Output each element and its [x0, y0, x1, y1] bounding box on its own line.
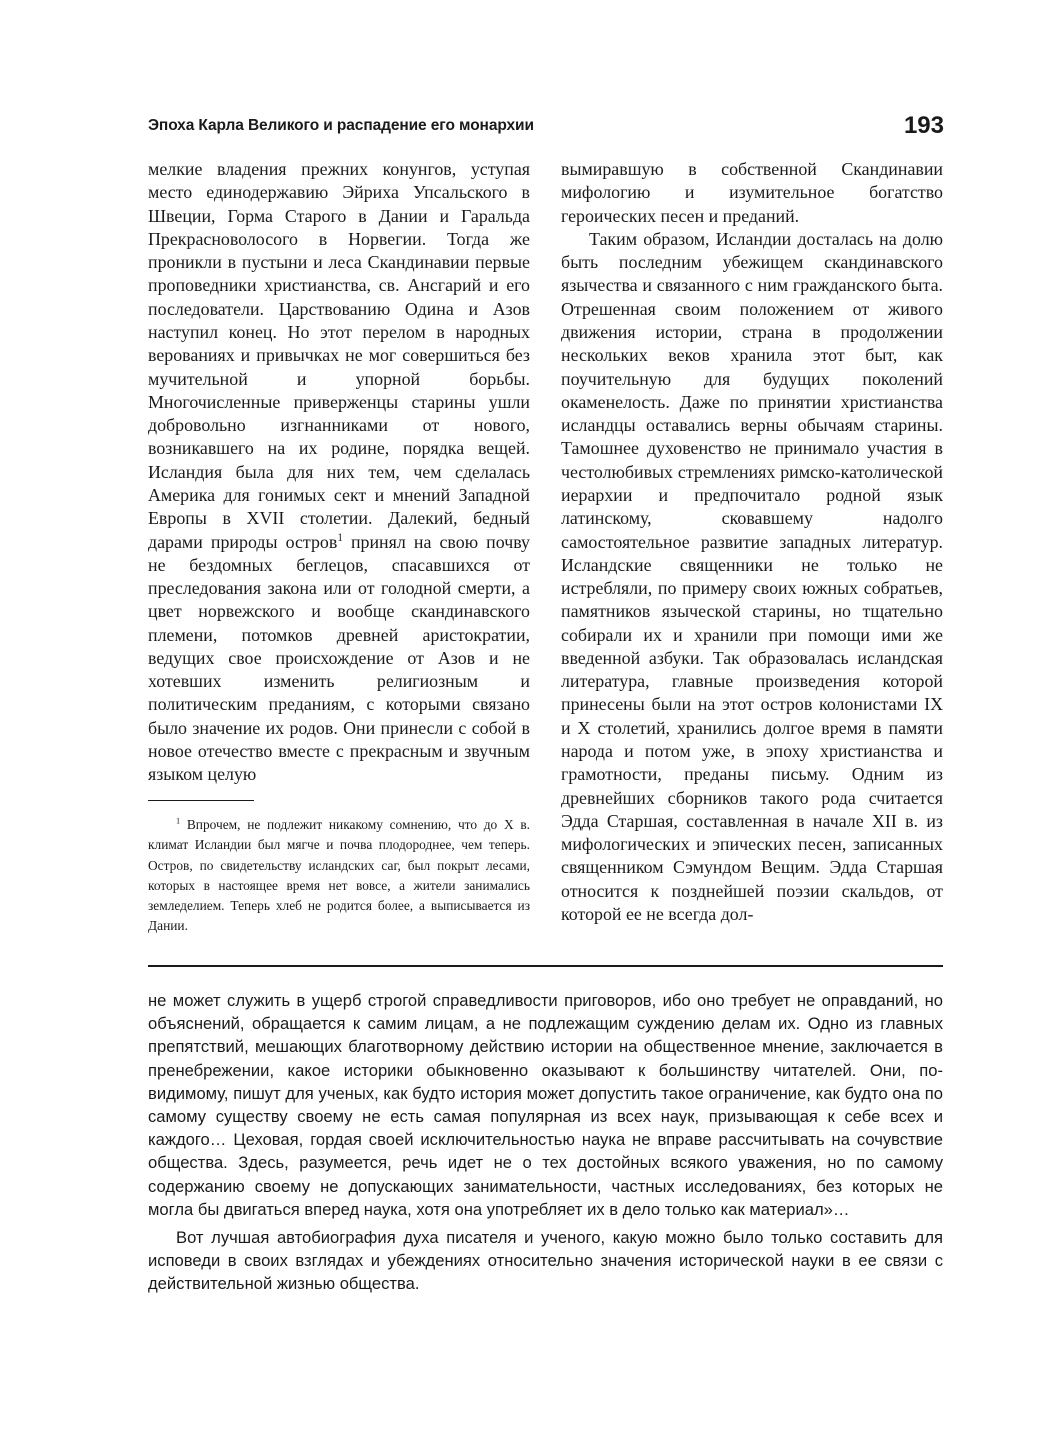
bottom-text-block: [148, 989, 943, 1296]
footnote-reference: 1: [337, 531, 343, 544]
left-column: [148, 158, 530, 787]
footnote-text: Впрочем, не подлежит никакому сомнению, что до X в. климат Исландии был мягче и почва плодороднее, чем теперь. Остров, по свидетельству исландских саг, был покрыт лесами, которых в настоящее время нет вовсе, а жители занимались земледелием. Теперь хлеб не родится более, а выписывается из Дании.: [148, 817, 530, 934]
section-divider: [148, 965, 943, 967]
right-column-paragraph-2: Таким образом, Исландии досталась на долю быть последним убежищем скандинавского язычества и связанного с ним гражданского быта. Отрешенная своим положением от живого движения истории, страна в продолжении нескольких веков хранила этот быт, как поучительную для будущих поколений окаменелость. Даже по принятии христианства исландцы оставались верны обычаям старины. Тамошнее духовенство не принимало участия в честолюбивых стремлениях римско-католической иерархии и предпочитало родной язык латинскому, сковавшему надолго самостоятельное развитие западных литератур. Исландские священники не только не истребляли, по примеру своих южных собратьев, памятников языческой старины, но тщательно собирали их и хранили при помощи ими же введенной азбуки. Так образовалась исландская литература, главные произведения которой принесены были на этот остров колонистами IX и X столетий, хранились долгое время в памяти народа и потом уже, в эпоху христианства и грамотности, преданы письму. Одним из древнейших сборников такого рода считается Эдда Старшая, составленная в начале XII в. из мифологических и эпических песен, записанных священником Сэмундом Вещим. Эдда Старшая относится к позднейшей поэзии скальдов, от которой ее не всегда дол-: [561, 228, 943, 924]
right-column: [561, 158, 943, 926]
footnote: [148, 815, 530, 937]
left-text-after-note: принял на свою почву не бездомных беглецов, спасавшихся от преследования закона или от голодной смерти, а цвет норвежского и вообще скандинавского племени, потомков древней аристократии, ведущих свое происхождение от Азов и не хотевших изменить религиозным и политическим преданиям, с которыми связано было значение их родов. Они принесли с собой в новое отечество вместе с прекрасным и звучным языком целую: [148, 531, 530, 785]
left-text-before-note: мелкие владения прежних конунгов, уступая место единодержавию Эйриха Упсальского в Швеции, Горма Старого в Дании и Гаральда Прекрасноволосого в Норвегии. Тогда же проникли в пустыни и леса Скандинавии первые проповедники христианства, св. Ансгарий и его последователи. Царствованию Одина и Азов наступил конец. Но этот перелом в народных верованиях и привычках не мог совершиться без мучительной и упорной борьбы. Многочисленные приверженцы старины ушли добровольно изгнанниками от нового, возникавшего на их родине, порядка вещей. Исландия была для них тем, чем сделалась Америка для гонимых сект и мнений Западной Европы в XVII столетии. Далекий, бедный дарами природы остров: [148, 159, 530, 552]
bottom-paragraph-1: не может служить в ущерб строгой справедливости приговоров, ибо оно требует не оправданий, но объяснений, обращается к самим лицам, а не подлежащим суждению делам их. Одно из главных препятствий, мешающих благотворному действию истории на общественное мнение, заключается в пренебрежении, какое историки обыкновенно оказывают к большинству читателей. Они, по-видимому, пишут для ученых, как будто история может допустить такое ограничение, как будто она по самому существу своему не есть самая популярная из всех наук, призывающая к себе всех и каждого… Цеховая, гордая своей исключительностью наука не вправе рассчитывать на сочувствие общества. Здесь, разумеется, речь идет не о тех достойных всякого уважения, но по самому содержанию своему не допускающих занимательности, частных исследованиях, без которых не могла бы двигаться вперед наука, хотя она употребляет их в дело только как материал»…: [148, 991, 943, 1219]
right-column-paragraph-1: вымиравшую в собственной Скандинавии мифологию и изумительное богатство героических песен и преданий.: [561, 159, 943, 226]
footnote-number: 1: [176, 816, 181, 826]
bottom-paragraph-2: Вот лучшая автобиография духа писателя и ученого, какую можно было только составить для исповеди в своих взглядах и убеждениях относительно значения исторической науки в ее связи с действительной жизнью общества.: [148, 1228, 943, 1294]
page-number: 193: [903, 112, 944, 139]
left-column-paragraph: [148, 158, 530, 787]
footnote-rule: [148, 800, 254, 801]
running-header: Эпоха Карла Великого и распадение его монархии: [148, 117, 534, 134]
